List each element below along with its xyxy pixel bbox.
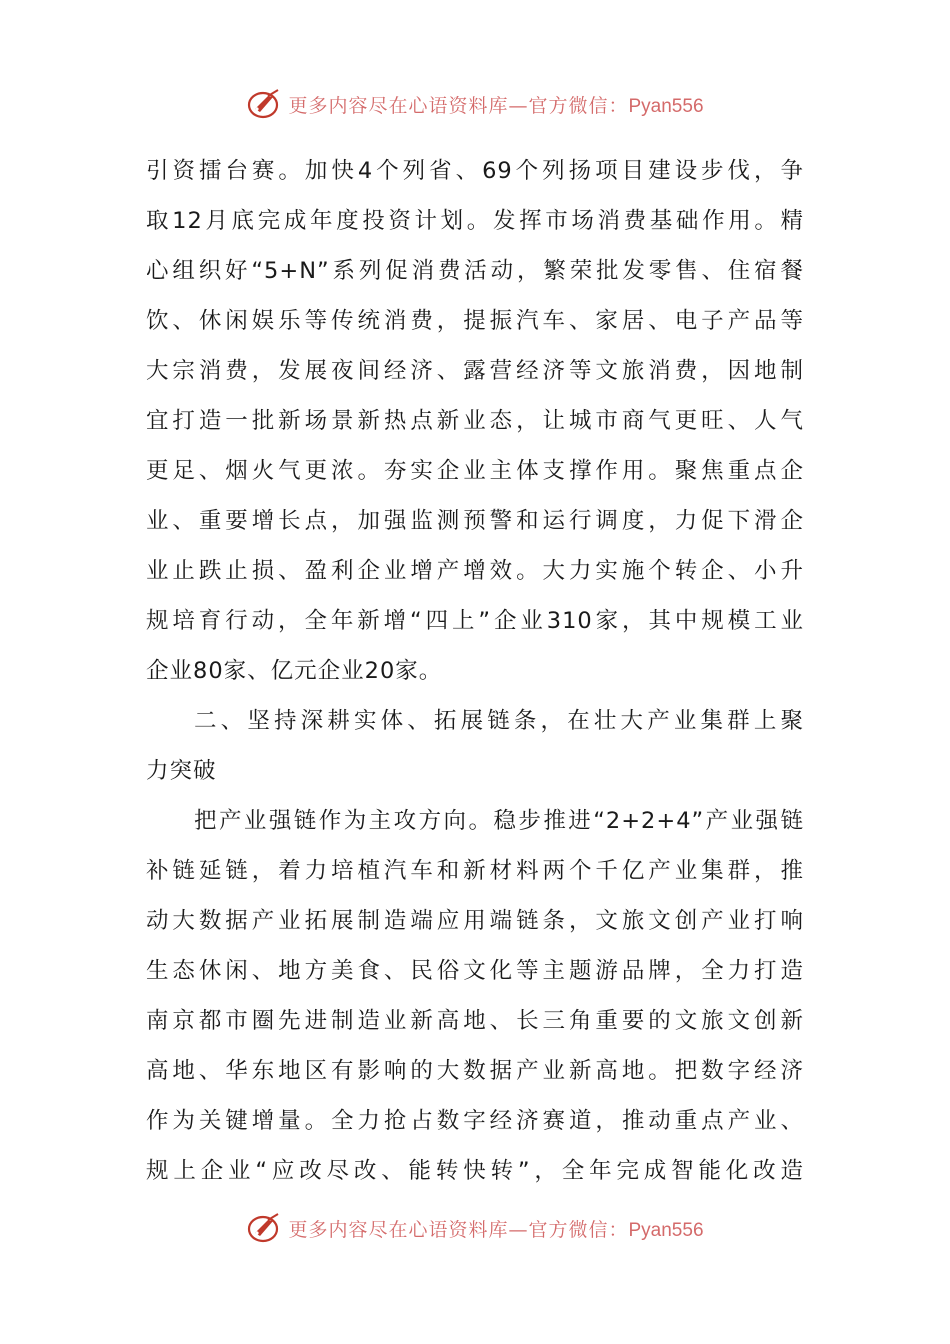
- text-line: 生态休闲、地方美食、民俗文化等主题游品牌，全力打造: [146, 958, 804, 984]
- pen-logo-icon: [246, 1211, 284, 1245]
- watermark-header: [0, 84, 950, 124]
- text-line: 南京都市圈先进制造业新高地、长三角重要的文旅文创新: [146, 1008, 804, 1034]
- text-line: 业、重要增长点，加强监测预警和运行调度，力促下滑企: [146, 508, 804, 534]
- text-line: 大宗消费，发展夜间经济、露营经济等文旅消费，因地制: [146, 358, 804, 384]
- text-line: 动大数据产业拓展制造端应用端链条，文旅文创产业打响: [146, 908, 804, 934]
- text-line: 业止跌止损、盈利企业增产增效。大力实施个转企、小升: [146, 558, 804, 584]
- section-heading-line: 力突破: [146, 758, 217, 784]
- pen-logo-icon: [246, 87, 284, 121]
- text-line: 饮、休闲娱乐等传统消费，提振汽车、家居、电子产品等: [146, 308, 804, 334]
- section-heading-line: 二、坚持深耕实体、拓展链条，在壮大产业集群上聚: [194, 708, 804, 734]
- text-line: 宜打造一批新场景新热点新业态，让城市商气更旺、人气: [146, 408, 804, 434]
- text-line: 补链延链，着力培植汽车和新材料两个千亿产业集群，推: [146, 858, 804, 884]
- text-line: 取12月底完成年度投资计划。发挥市场消费基础作用。精: [146, 208, 804, 234]
- text-line: 把产业强链作为主攻方向。稳步推进“2+2+4”产业强链: [194, 808, 804, 834]
- watermark-text: 更多内容尽在心语资料库—官方微信：: [288, 1218, 629, 1241]
- text-line: 更足、烟火气更浓。夯实企业主体支撑作用。聚焦重点企: [146, 458, 804, 484]
- watermark-id: Pyan556: [628, 1219, 704, 1241]
- body-text: [146, 146, 804, 1196]
- text-line: 心组织好“5+N”系列促消费活动，繁荣批发零售、住宿餐: [146, 258, 804, 284]
- watermark-id: Pyan556: [628, 95, 704, 117]
- text-line: 企业80家、亿元企业20家。: [146, 658, 443, 684]
- text-line: 规培育行动，全年新增“四上”企业310家，其中规模工业: [146, 608, 804, 634]
- text-line: 高地、华东地区有影响的大数据产业新高地。把数字经济: [146, 1058, 804, 1084]
- text-line: 规上企业“应改尽改、能转快转”，全年完成智能化改造: [146, 1158, 804, 1184]
- text-line: 作为关键增量。全力抢占数字经济赛道，推动重点产业、: [146, 1108, 804, 1134]
- text-line: 引资擂台赛。加快4个列省、69个列扬项目建设步伐，争: [146, 158, 804, 184]
- watermark-footer: [0, 1208, 950, 1248]
- watermark-text: 更多内容尽在心语资料库—官方微信：: [288, 94, 629, 117]
